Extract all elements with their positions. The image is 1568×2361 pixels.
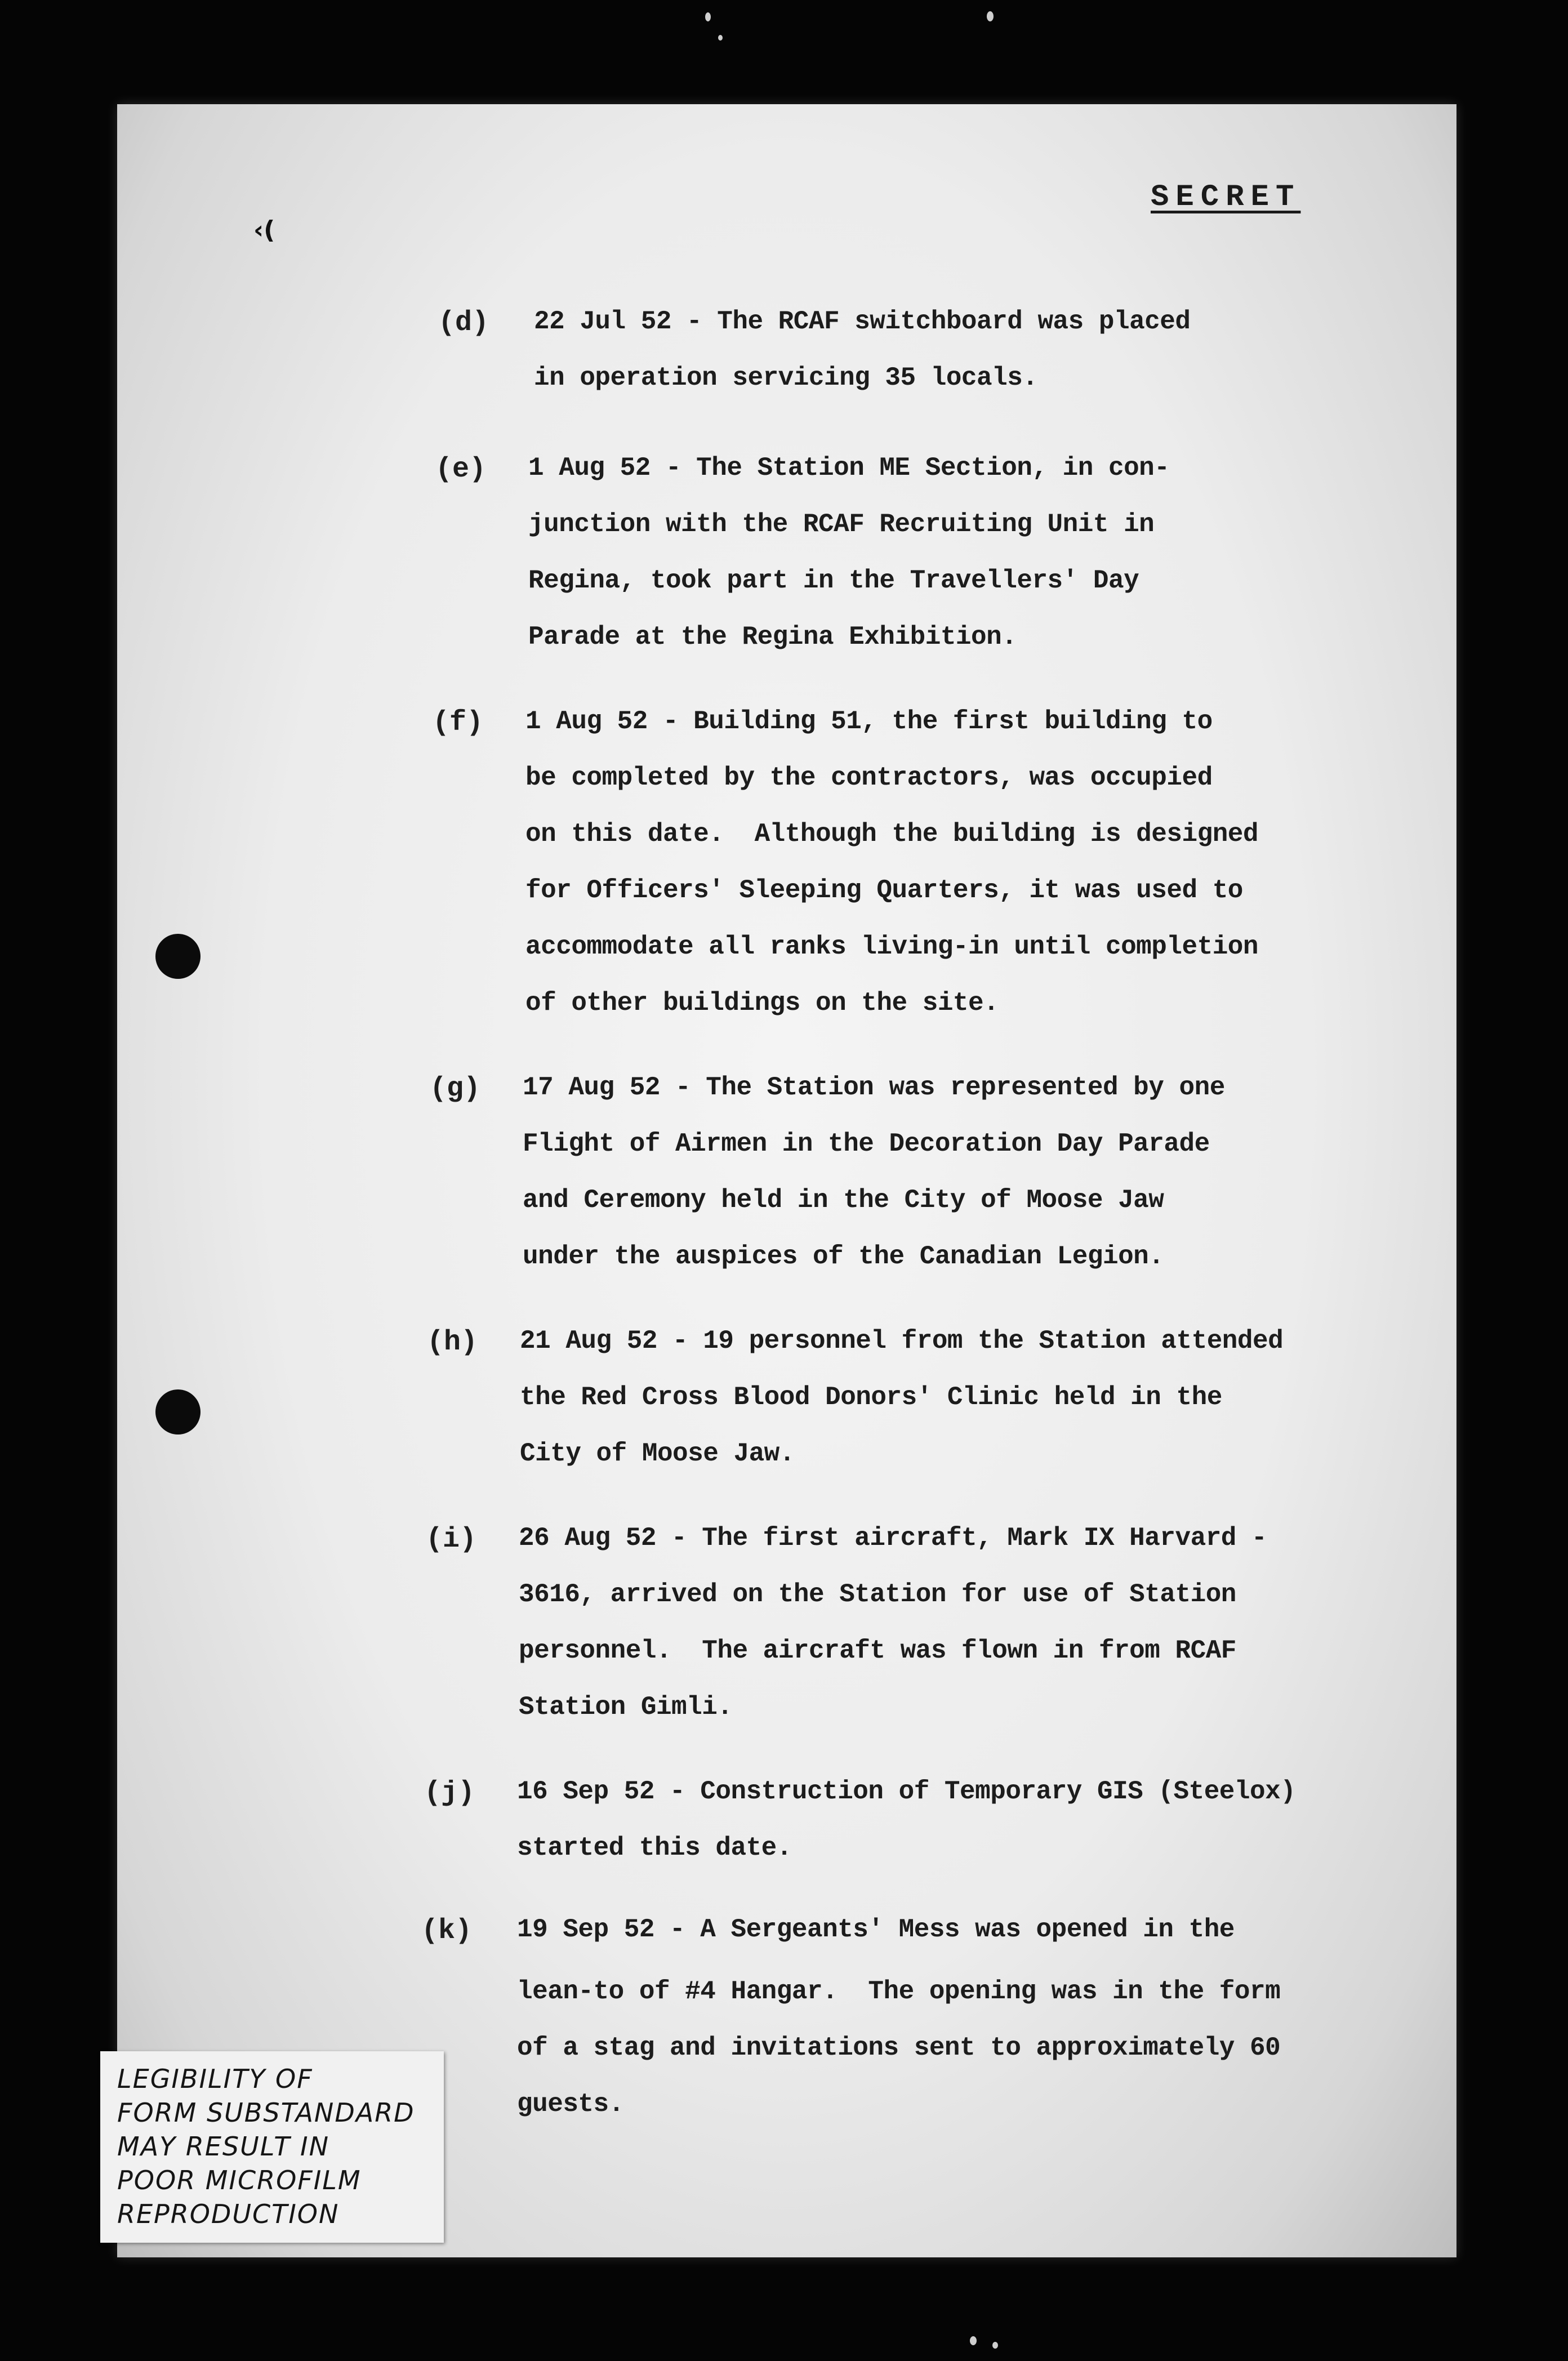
entry-line: 19 Sep 52 - A Sergeants' Mess was opened in the	[517, 1915, 1235, 1944]
entry-line: lean-to of #4 Hangar. The opening was in the form	[517, 1977, 1281, 2006]
film-speck	[705, 12, 711, 21]
stamp-line: REPRODUCTION	[117, 2199, 340, 2229]
entry-line: 26 Aug 52 - The first aircraft, Mark IX Harvard -	[519, 1523, 1267, 1553]
entry-line: under the auspices of the Canadian Legion.	[523, 1242, 1164, 1271]
film-speck	[718, 35, 723, 41]
punch-hole-top	[155, 934, 201, 979]
entry-letter: (j)	[424, 1777, 475, 1809]
entry-line: 17 Aug 52 - The Station was represented by one	[523, 1073, 1225, 1102]
entry-line: 1 Aug 52 - The Station ME Section, in con-	[528, 453, 1170, 483]
entry-line: Regina, took part in the Travellers' Day	[528, 566, 1139, 595]
entry-line: Parade at the Regina Exhibition.	[528, 622, 1017, 652]
entry-letter: (g)	[430, 1073, 481, 1105]
film-speck	[987, 11, 994, 21]
entry-letter: (k)	[421, 1915, 473, 1947]
entry-letter: (e)	[435, 453, 487, 485]
entry-line: 22 Jul 52 - The RCAF switchboard was placed	[534, 307, 1191, 336]
entry-line: accommodate all ranks living-in until completion	[525, 932, 1259, 961]
stamp-line: LEGIBILITY OF	[117, 2064, 313, 2094]
entry-line: junction with the RCAF Recruiting Unit in	[528, 510, 1155, 539]
entry-line: in operation servicing 35 locals.	[534, 363, 1038, 393]
stamp-line: FORM SUBSTANDARD	[117, 2097, 415, 2128]
stamp-line: POOR MICROFILM	[117, 2165, 362, 2195]
entry-line: guests.	[517, 2090, 624, 2119]
film-speck	[992, 2342, 998, 2349]
entry-letter: (d)	[438, 307, 489, 339]
entry-line: on this date. Although the building is designed	[525, 819, 1259, 849]
entry-line: for Officers' Sleeping Quarters, it was used to	[525, 876, 1243, 905]
entry-letter: (i)	[426, 1523, 477, 1556]
entry-line: be completed by the contractors, was occupied	[525, 763, 1213, 792]
entry-line: 16 Sep 52 - Construction of Temporary GIS (Steelox)	[517, 1777, 1296, 1806]
entry-line: of a stag and invitations sent to approximately 60	[517, 2033, 1281, 2062]
entry-line: the Red Cross Blood Donors' Clinic held in the	[520, 1383, 1222, 1412]
legibility-stamp	[100, 2051, 444, 2243]
margin-mark: ‹(	[253, 216, 275, 244]
film-speck	[970, 2336, 977, 2345]
entry-letter: (h)	[427, 1326, 478, 1358]
entry-line: 21 Aug 52 - 19 personnel from the Station attended	[520, 1326, 1284, 1356]
entry-line: started this date.	[517, 1833, 792, 1863]
punch-hole-bottom	[155, 1389, 201, 1435]
entry-line: Station Gimli.	[519, 1692, 733, 1722]
entry-line: personnel. The aircraft was flown in from RCAF	[519, 1636, 1236, 1665]
entry-line: of other buildings on the site.	[525, 988, 999, 1018]
stamp-line: MAY RESULT IN	[117, 2131, 329, 2162]
entry-line: Flight of Airmen in the Decoration Day Parade	[523, 1129, 1210, 1159]
entry-line: and Ceremony held in the City of Moose Jaw	[523, 1186, 1164, 1215]
entry-letter: (f)	[433, 707, 484, 739]
classification-header: SECRET	[1151, 180, 1301, 215]
entry-line: City of Moose Jaw.	[520, 1439, 795, 1468]
document-page	[117, 104, 1456, 2257]
entry-line: 3616, arrived on the Station for use of Station	[519, 1580, 1236, 1609]
entry-line: 1 Aug 52 - Building 51, the first building to	[525, 707, 1213, 736]
